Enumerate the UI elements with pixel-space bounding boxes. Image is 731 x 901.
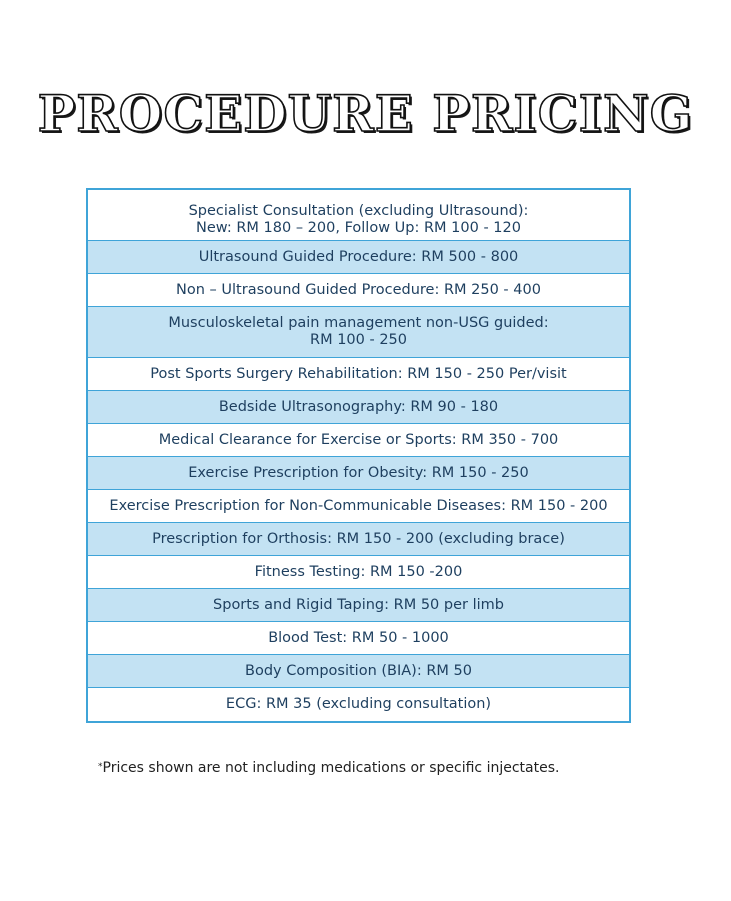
pricing-row-text: Exercise Prescription for Obesity: RM 150 - 250 [188,464,529,481]
pricing-row-text: ECG: RM 35 (excluding consultation) [225,696,492,712]
pricing-table [86,188,631,723]
pricing-row [88,688,629,721]
pricing-row [88,358,629,391]
pricing-row [88,391,629,424]
pricing-row-text: Prescription for Orthosis: RM 150 - 200 (excluding brace) [152,530,565,547]
footnote [98,760,559,776]
pricing-row-text: Fitness Testing: RM 150 -200 [254,563,463,580]
pricing-row-text: Ultrasound Guided Procedure: RM 500 - 800 [198,248,519,265]
footnote-marker: * [98,762,103,772]
pricing-row-text: Musculoskeletal pain management non-USG guided: RM 100 - 250 [168,315,549,348]
pricing-row [88,274,629,307]
pricing-row [88,523,629,556]
pricing-row-text: Bedside Ultrasonography: RM 90 - 180 [218,398,499,415]
pricing-row-text: Specialist Consultation (excluding Ultrasound): New: RM 180 – 200, Follow Up: RM 100 - 120 [188,203,529,236]
pricing-row-text: Medical Clearance for Exercise or Sports: RM 350 - 700 [158,431,559,448]
pricing-row [88,556,629,589]
page-title: PROCEDURE PRICING [37,84,694,143]
pricing-row-text: Sports and Rigid Taping: RM 50 per limb [213,596,504,613]
pricing-row [88,622,629,655]
pricing-row [88,307,629,358]
pricing-row-text: Blood Test: RM 50 - 1000 [268,629,449,646]
pricing-row [88,655,629,688]
pricing-row-text: Exercise Prescription for Non-Communicable Diseases: RM 150 - 200 [109,497,608,514]
footnote-text: Prices shown are not including medications or specific injectates. [102,760,560,776]
pricing-row [88,241,629,274]
pricing-row-text: Post Sports Surgery Rehabilitation: RM 150 - 250 Per/visit [150,365,567,382]
pricing-row [88,190,629,241]
pricing-row-text: Body Composition (BIA): RM 50 [245,662,472,679]
pricing-row [88,424,629,457]
pricing-row [88,490,629,523]
pricing-row-text: Non – Ultrasound Guided Procedure: RM 250 - 400 [176,281,541,298]
pricing-row [88,457,629,490]
pricing-row [88,589,629,622]
